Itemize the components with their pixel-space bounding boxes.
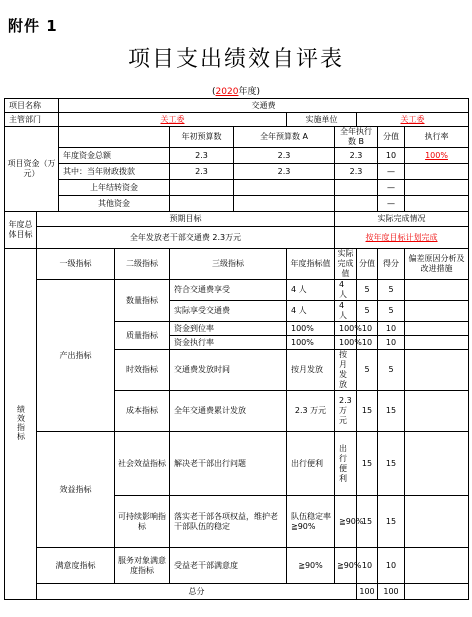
year-line [0, 84, 472, 97]
year-open: ( [212, 87, 216, 97]
indicators-label: 绩效指标 [16, 404, 26, 441]
indicator-row: 产出指标 数量指标 符合交通费享受 4 人 4 人 5 5 [5, 280, 469, 301]
year-value: 2020 [215, 87, 239, 97]
col-reason: 偏差原因分析及改进措施 [405, 249, 469, 280]
dept-label: 主管部门 [5, 113, 59, 127]
expected-label: 预期目标 [37, 212, 335, 227]
actual-value: 按年度目标计划完成 [365, 232, 438, 242]
total-label: 总分 [37, 584, 357, 600]
funds-row: 其中：当年财政拨款 2.3 2.3 2.3 — [5, 164, 469, 180]
col-full: 全年预算数 A [234, 127, 335, 148]
indicator-row: 质量指标 资金到位率 100% 100% 10 10 [5, 322, 469, 336]
funds-row: 其他资金 — [5, 196, 469, 212]
indicator-row: 时效指标 交通费发放时间 按月发放 按月发放 5 5 [5, 350, 469, 391]
l1-effect: 效益指标 [37, 432, 115, 548]
exec-rate: 100% [425, 150, 448, 160]
col-ind-score: 分值 [357, 249, 378, 280]
indicator-row: 实际享受交通费 4 人 4 人 5 5 [5, 301, 469, 322]
page-title: 项目支出绩效自评表 [127, 47, 344, 72]
impl-label: 实施单位 [287, 113, 357, 127]
col-actual: 实际完成值 [335, 249, 357, 280]
funds-row: 年度资金总额 2.3 2.3 2.3 10 100% [5, 148, 469, 164]
col-exec: 全年执行数 B [335, 127, 378, 148]
col-target: 年度指标值 [287, 249, 335, 280]
total-score: 100 [357, 584, 378, 600]
col-l3: 三级指标 [170, 249, 287, 280]
attachment-label: 附件 1 [8, 17, 58, 35]
dept-value: 关工委 [160, 114, 185, 124]
evaluation-table [4, 98, 469, 600]
expected-value: 全年发放老干部交通费 2.3万元 [37, 227, 335, 249]
actual-label: 实际完成情况 [335, 212, 469, 227]
project-name-value: 交通费 [59, 99, 469, 113]
year-suffix: 年度) [238, 87, 260, 97]
funds-row: 上年结转资金 — [5, 180, 469, 196]
col-l1: 一级指标 [37, 249, 115, 280]
indicator-row: 成本指标 全年交通费累计发放 2.3 万元 2.3 万元 15 15 [5, 391, 469, 432]
l1-output: 产出指标 [37, 280, 115, 432]
indicator-row: 效益指标 社会效益指标 解决老干部出行问题 出行便利 出行便利 15 15 [5, 432, 469, 496]
indicator-row: 资金执行率 100% 100% 10 10 [5, 336, 469, 350]
col-ind-points: 得分 [378, 249, 405, 280]
indicator-row: 满意度指标 服务对象满意度指标 受益老干部满意度 ≧90% ≧90% 10 10 [5, 548, 469, 584]
col-initial: 年初预算数 [170, 127, 234, 148]
indicator-row: 可持续影响指标 落实老干部各项权益，维护老干部队伍的稳定 队伍稳定率≧90% ≧90% 15 15 [5, 496, 469, 548]
project-name-label: 项目名称 [5, 99, 59, 113]
impl-value: 关工委 [400, 114, 425, 124]
col-l2: 二级指标 [115, 249, 170, 280]
funds-label: 项目资金（万元） [5, 127, 59, 212]
col-score: 分值 [378, 127, 405, 148]
col-rate: 执行率 [405, 127, 469, 148]
goals-label: 年度总体目标 [5, 212, 37, 249]
l1-satisfaction: 满意度指标 [37, 548, 115, 584]
total-points: 100 [378, 584, 405, 600]
